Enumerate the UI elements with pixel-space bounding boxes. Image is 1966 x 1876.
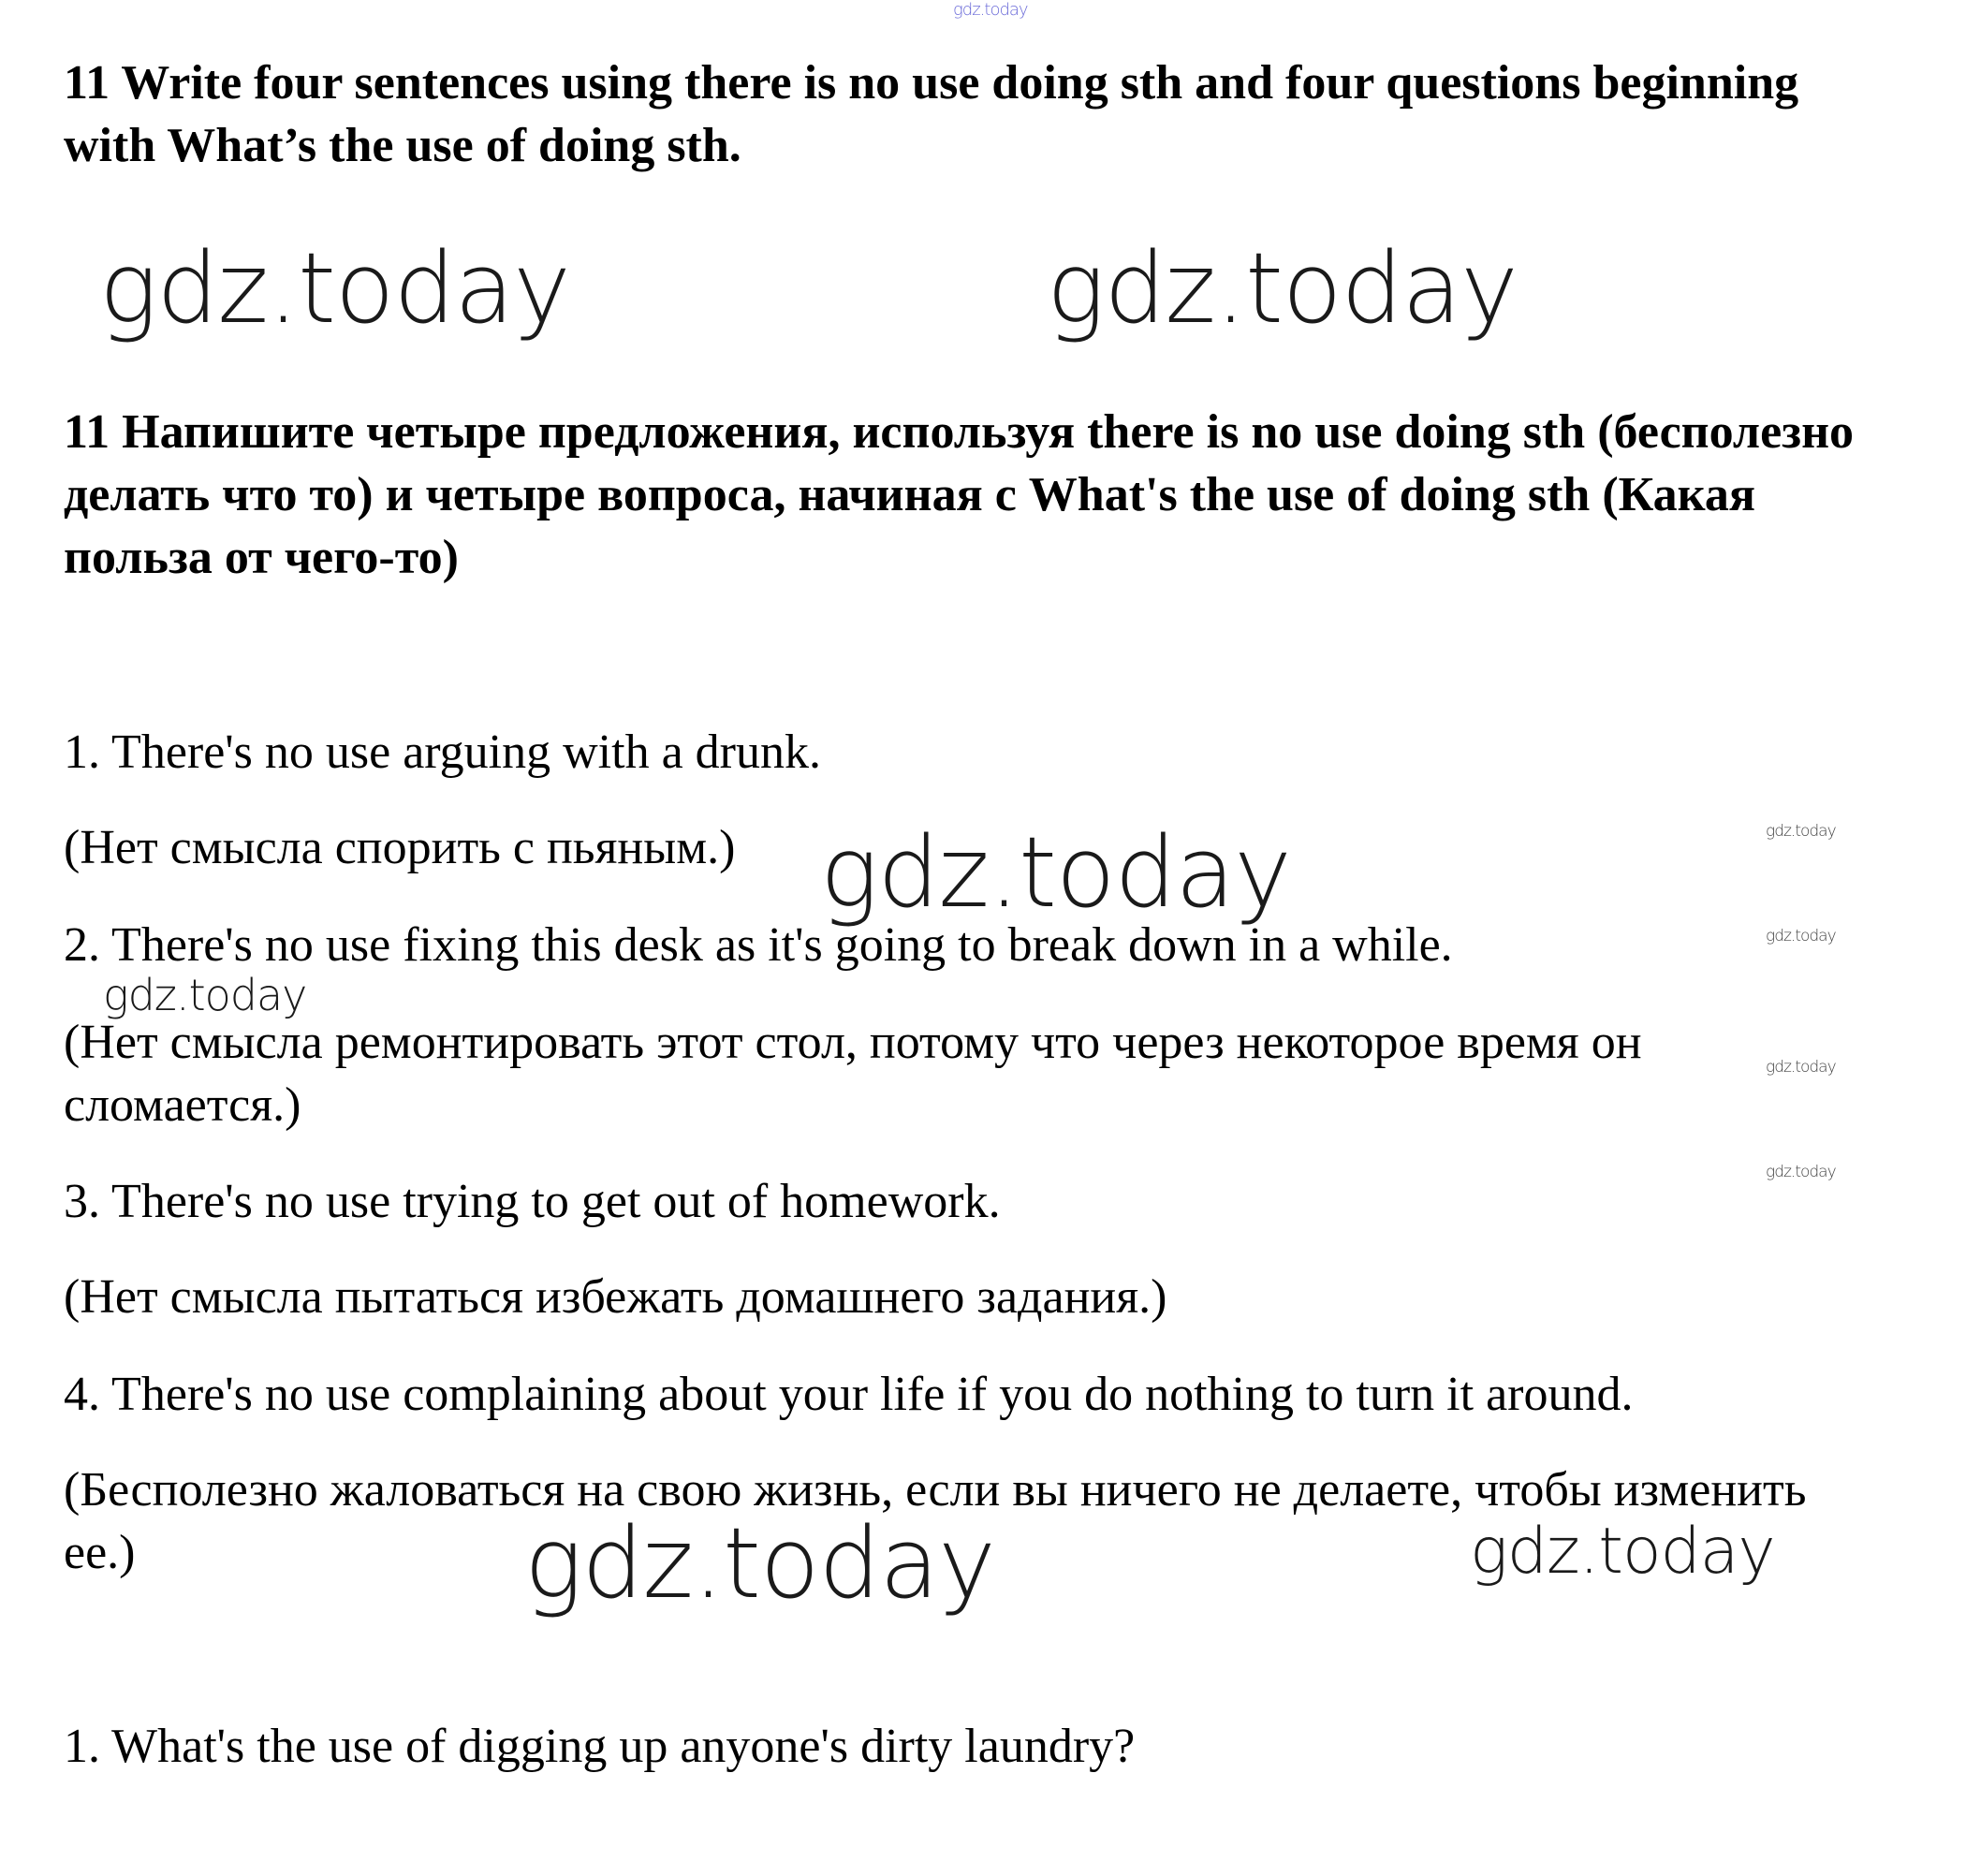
watermark-small-2: gdz.today: [1766, 927, 1836, 945]
sentence-3-ru: (Нет смысла пытаться избежать домашнего задания.): [64, 1270, 1167, 1324]
sentence-1-ru: (Нет смысла спорить с пьяным.): [64, 821, 736, 874]
watermark-large-left: gdz.today: [99, 231, 570, 345]
watermark-large-bottom: gdz.today: [524, 1506, 995, 1620]
watermark-medium-bottom: gdz.today: [1470, 1515, 1775, 1589]
watermark-top: gdz.today: [953, 0, 1028, 20]
sentence-1-en: 1. There's no use arguing with a drunk.: [64, 725, 821, 779]
sentence-2-ru: (Нет смысла ремонтировать этот стол, потому что через некоторое время он сломается.): [64, 1016, 1642, 1132]
watermark-large-right: gdz.today: [1047, 231, 1518, 345]
watermark-small-3: gdz.today: [1766, 1058, 1836, 1077]
sentence-2-en: 2. There's no use fixing this desk as it's going to break down in a while.: [64, 918, 1453, 972]
task-title-ru: 11 Напишите четыре предложения, используя there is no use doing sth (бесполезно делать что то) и четыре вопроса, начиная с What's the use of doing sth (Какая польза от чего-то): [64, 405, 1855, 584]
watermark-small-1: gdz.today: [1766, 822, 1836, 841]
task-title-en: 11 Write four sentences using there is no use doing sth and four questions beginning with What’s the use of doing sth.: [64, 56, 1799, 172]
question-1-en: 1. What's the use of digging up anyone's dirty laundry?: [64, 1720, 1136, 1773]
watermark-small-4: gdz.today: [1766, 1163, 1836, 1181]
sentence-4-en: 4. There's no use complaining about your life if you do nothing to turn it around.: [64, 1368, 1634, 1421]
sentence-4-ru: (Бесполезно жаловаться на свою жизнь, если вы ничего не делаете, чтобы изменить ее.): [64, 1463, 1807, 1579]
watermark-large-mid: gdz.today: [820, 815, 1291, 930]
watermark-medium-left: gdz.today: [103, 970, 307, 1020]
sentence-3-en: 3. There's no use trying to get out of homework.: [64, 1175, 1001, 1228]
